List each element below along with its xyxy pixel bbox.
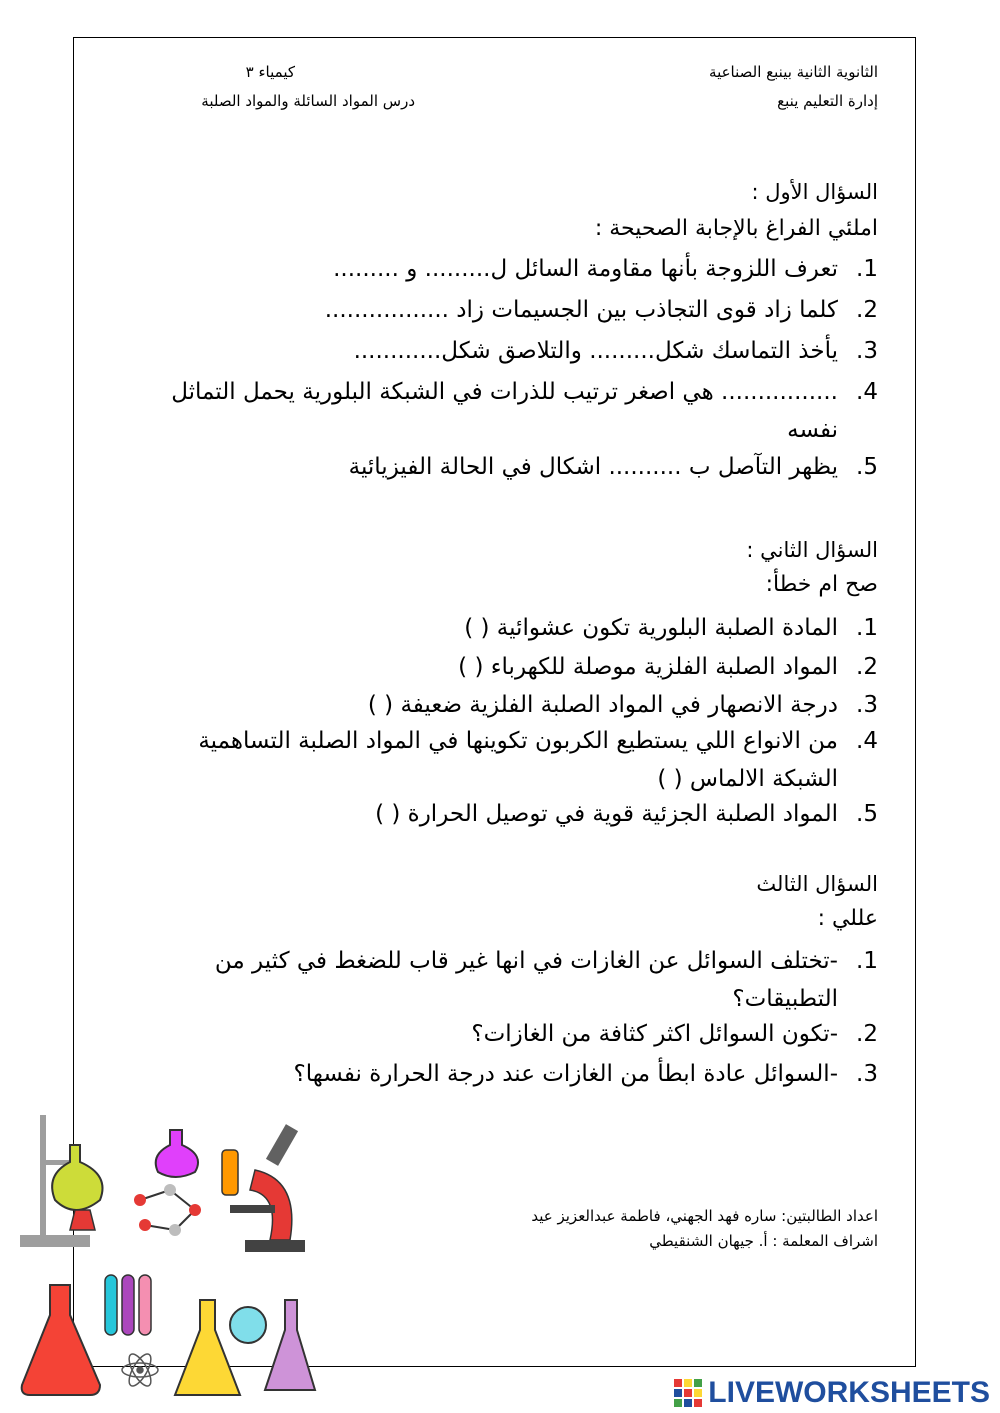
atom-icon bbox=[122, 1351, 158, 1389]
question-3-title: السؤال الثالث bbox=[756, 872, 878, 896]
school-name: الثانوية الثانية بينبع الصناعية bbox=[709, 63, 878, 81]
item-number: 5. bbox=[856, 801, 878, 827]
q2-item bbox=[464, 609, 878, 647]
item-text: من الانواع اللي يستطيع الكربون تكوينها في المواد الصلبة التساهمية الشبكة الالماس ( ) bbox=[198, 728, 838, 792]
q1-item bbox=[138, 373, 878, 449]
item-text: يظهر التآصل ب .......... اشكال في الحالة الفيزيائية bbox=[348, 454, 838, 480]
purple-test-tube-icon bbox=[122, 1275, 134, 1335]
item-number: 2. bbox=[856, 1021, 878, 1047]
item-number: 3. bbox=[856, 338, 878, 364]
round-flask-icon bbox=[52, 1145, 102, 1210]
item-text: -تختلف السوائل عن الغازات في انها غير قاب للضغط في كثير من التطبيقات؟ bbox=[214, 948, 838, 1012]
lab-equipment-illustration bbox=[0, 1100, 320, 1413]
pink-test-tube-icon bbox=[139, 1275, 151, 1335]
question-2-instruction: صح ام خطأ: bbox=[765, 572, 878, 597]
q1-item bbox=[325, 291, 878, 329]
item-text: -تكون السوائل اكثر كثافة من الغازات؟ bbox=[471, 1021, 838, 1047]
item-number: 3. bbox=[856, 1061, 878, 1087]
cyan-flask-icon bbox=[230, 1307, 266, 1343]
lilac-flask-icon bbox=[265, 1300, 315, 1390]
item-number: 1. bbox=[856, 256, 878, 282]
item-number: 4. bbox=[856, 379, 878, 405]
q3-item bbox=[138, 942, 878, 1018]
item-number: 2. bbox=[856, 297, 878, 323]
stand-base bbox=[20, 1235, 90, 1247]
magenta-flask-icon bbox=[156, 1130, 198, 1177]
liveworksheets-logo[interactable] bbox=[674, 1378, 990, 1408]
item-number: 2. bbox=[856, 654, 878, 680]
item-text: المواد الصلبة الفلزية موصلة للكهرباء ( ) bbox=[458, 654, 838, 680]
prepared-by: اعداد الطالبتين: ساره فهد الجهني، فاطمة عبدالعزيز عيد bbox=[531, 1207, 878, 1225]
logo-text: LIVEWORKSHEETS bbox=[708, 1376, 990, 1409]
molecule-icon bbox=[134, 1184, 201, 1236]
microscope-icon bbox=[230, 1124, 305, 1252]
item-number: 1. bbox=[856, 615, 878, 641]
item-text: تعرف اللزوجة بأنها مقاومة السائل ل......... و ......... bbox=[333, 256, 838, 282]
test-tube-icon bbox=[222, 1150, 238, 1195]
red-flask-icon bbox=[22, 1285, 100, 1395]
item-text: ................ هي اصغر ترتيب للذرات في الشبكة البلورية يحمل التماثل نفسه bbox=[171, 379, 838, 443]
question-1-title: السؤال الأول : bbox=[751, 180, 878, 204]
q3-item bbox=[294, 1055, 878, 1093]
q2-item bbox=[375, 795, 878, 833]
item-text: المادة الصلبة البلورية تكون عشوائية ( ) bbox=[464, 615, 838, 641]
item-text: يأخذ التماسك شكل......... والتلاصق شكل............ bbox=[353, 338, 838, 364]
question-3-instruction: عللي : bbox=[817, 906, 878, 931]
cyan-test-tube-icon bbox=[105, 1275, 117, 1335]
question-1-instruction: املئي الفراغ بالإجابة الصحيحة : bbox=[594, 216, 878, 241]
item-text: كلما زاد قوى التجاذب بين الجسيمات زاد ................. bbox=[324, 297, 838, 323]
q3-item bbox=[471, 1015, 878, 1053]
q1-item bbox=[349, 448, 878, 486]
q1-item bbox=[333, 250, 878, 288]
burner-icon bbox=[70, 1210, 95, 1230]
yellow-flask-icon bbox=[175, 1300, 240, 1395]
item-text: درجة الانصهار في المواد الصلبة الفلزية ضعيفة ( ) bbox=[367, 692, 838, 718]
item-text: المواد الصلبة الجزئية قوية في توصيل الحرارة ( ) bbox=[375, 801, 838, 827]
education-admin: إدارة التعليم ينبع bbox=[777, 92, 878, 110]
question-2-title: السؤال الثاني : bbox=[746, 538, 878, 562]
stand-rod bbox=[40, 1115, 46, 1237]
item-number: 1. bbox=[856, 948, 878, 974]
supervised-by: اشراف المعلمة : أ. جيهان الشنقيطي bbox=[649, 1232, 878, 1250]
item-number: 3. bbox=[856, 692, 878, 718]
item-number: 5. bbox=[856, 454, 878, 480]
q2-item bbox=[368, 686, 878, 724]
item-text: -السوائل عادة ابطأ من الغازات عند درجة الحرارة نفسها؟ bbox=[293, 1061, 838, 1087]
q2-item bbox=[138, 722, 878, 798]
item-number: 4. bbox=[856, 728, 878, 754]
lesson-title: درس المواد السائلة والمواد الصلبة bbox=[201, 92, 415, 110]
q2-item bbox=[458, 648, 878, 686]
q1-item bbox=[354, 332, 878, 370]
subject-name: كيمياء ٣ bbox=[245, 63, 295, 81]
logo-grid-icon bbox=[674, 1379, 702, 1407]
